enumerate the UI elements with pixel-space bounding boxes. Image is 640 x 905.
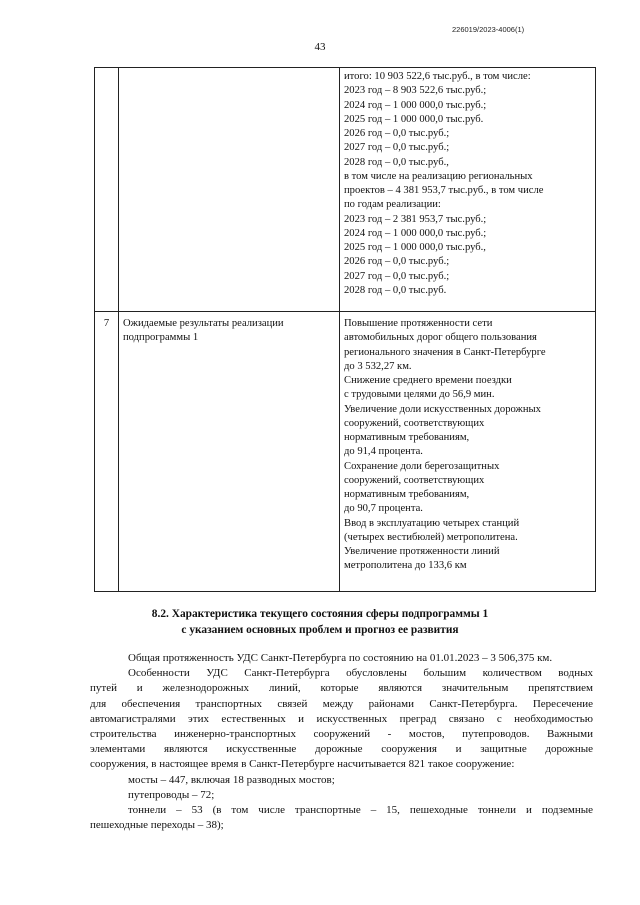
result-line: Ввод в эксплуатацию четырех станций [344,517,520,529]
result-line: Увеличение протяженности линий [344,546,500,557]
result-line: Повышение протяженности сети [344,318,493,329]
financing-line: 2024 год – 1 000 000,0 тыс.руб.; [344,99,487,111]
body-text [90,651,593,833]
financing-line: 2027 год – 0,0 тыс.руб.; [344,142,450,154]
paragraph-line: сооружения, в настоящее время в Санкт-Петербурге насчитывается 821 такое сооружение: [90,758,515,771]
result-line: до 90,7 процента. [344,503,423,515]
paragraph [90,803,593,833]
financing-line: в том числе на реализацию региональных [344,170,533,182]
paragraph [90,666,593,772]
row-label-cell [119,312,340,592]
row-label-cell [119,68,340,312]
result-line: с трудовыми целями до 56,9 мин. [344,389,495,401]
result-line: сооружений, соответствующих [344,417,485,429]
result-line: Снижение среднего времени поездки [344,375,512,386]
program-passport-table [94,67,596,592]
financing-line: 2027 год – 0,0 тыс.руб.; [344,270,450,282]
paragraph-line: элементами являются искусственные дорожные сооружения и защитные дорожные [90,743,593,756]
paragraph-line: для обеспечения транспортных связей между районами Санкт-Петербурга. Пересечение [90,697,593,710]
result-line: нормативным требованиям, [344,432,470,443]
result-line: метрополитена до 133,6 км [344,560,467,572]
result-line: автомобильных дорог общего пользования [344,332,537,344]
section-heading-line: 8.2. Характеристика текущего состояния сферы подпрограммы 1 [151,608,489,620]
financing-line: проектов – 4 381 953,7 тыс.руб., в том числе [344,185,544,196]
financing-line: итого: 10 903 522,6 тыс.руб., в том числе: [344,71,531,82]
result-line: регионального значения в Санкт-Петербурге [344,346,546,358]
row-number-cell: 7 [95,312,119,592]
paragraph-line: Особенности УДС Санкт-Петербурга обусловлены большим количеством водных [128,667,593,680]
section-heading-line: с указанием основных проблем и прогноз ее развития [181,624,459,636]
financing-line: 2028 год – 0,0 тыс.руб., [344,156,449,168]
financing-line: 2025 год – 1 000 000,0 тыс.руб. [344,113,484,125]
page-number: 43 [314,41,326,53]
paragraph-line: строительства инженерно-транспортных сооружений - мостов, путепроводов. Важными [90,728,593,741]
result-line: (четырех вестибюлей) метрополитена. [344,531,518,543]
row-number-cell [95,68,119,312]
financing-line: 2026 год – 0,0 тыс.руб.; [344,128,450,139]
result-line: до 91,4 процента. [344,446,423,458]
result-line: нормативным требованиям, [344,489,470,500]
paragraph-line: пешеходные переходы – 38); [90,819,224,832]
financing-line: 2025 год – 1 000 000,0 тыс.руб., [344,242,486,253]
result-line: до 3 532,27 км. [344,360,412,372]
paragraph-line: путей и железнодорожных линий, которые являются значительным препятствием [90,682,593,695]
paragraph-line: тоннели – 53 (в том числе транспортные – 15, пешеходные тоннели и подземные [128,804,593,817]
financing-line: 2023 год – 8 903 522,6 тыс.руб.; [344,85,487,97]
table-row [95,68,596,312]
paragraph: Общая протяженность УДС Санкт-Петербурга по состоянию на 01.01.2023 – 3 506,375 км. [128,652,553,664]
result-line: Увеличение доли искусственных дорожных [344,403,541,415]
table-row [95,312,596,592]
paragraph-line: автомагистралями этих естественных и искусственных преград связано с необходимостью [90,712,593,725]
financing-line: 2028 год – 0,0 тыс.руб. [344,284,447,296]
expected-results-cell [340,312,596,592]
section-heading [60,606,580,638]
paragraph: путепроводы – 72; [128,788,215,801]
financing-line: 2026 год – 0,0 тыс.руб.; [344,256,450,268]
result-line: Сохранение доли берегозащитных [344,460,500,472]
financing-line: по годам реализации: [344,199,441,211]
paragraph: мосты – 447, включая 18 разводных мостов; [128,773,335,786]
result-line: сооружений, соответствующих [344,474,485,486]
document-id: 226019/2023-4006(1) [452,25,525,34]
financing-line: 2023 год – 2 381 953,7 тыс.руб.; [344,213,487,225]
financing-cell [340,68,596,312]
financing-line: 2024 год – 1 000 000,0 тыс.руб.; [344,227,487,239]
row-label-line: подпрограммы 1 [123,332,199,344]
row-label-line: Ожидаемые результаты реализации [123,318,284,329]
